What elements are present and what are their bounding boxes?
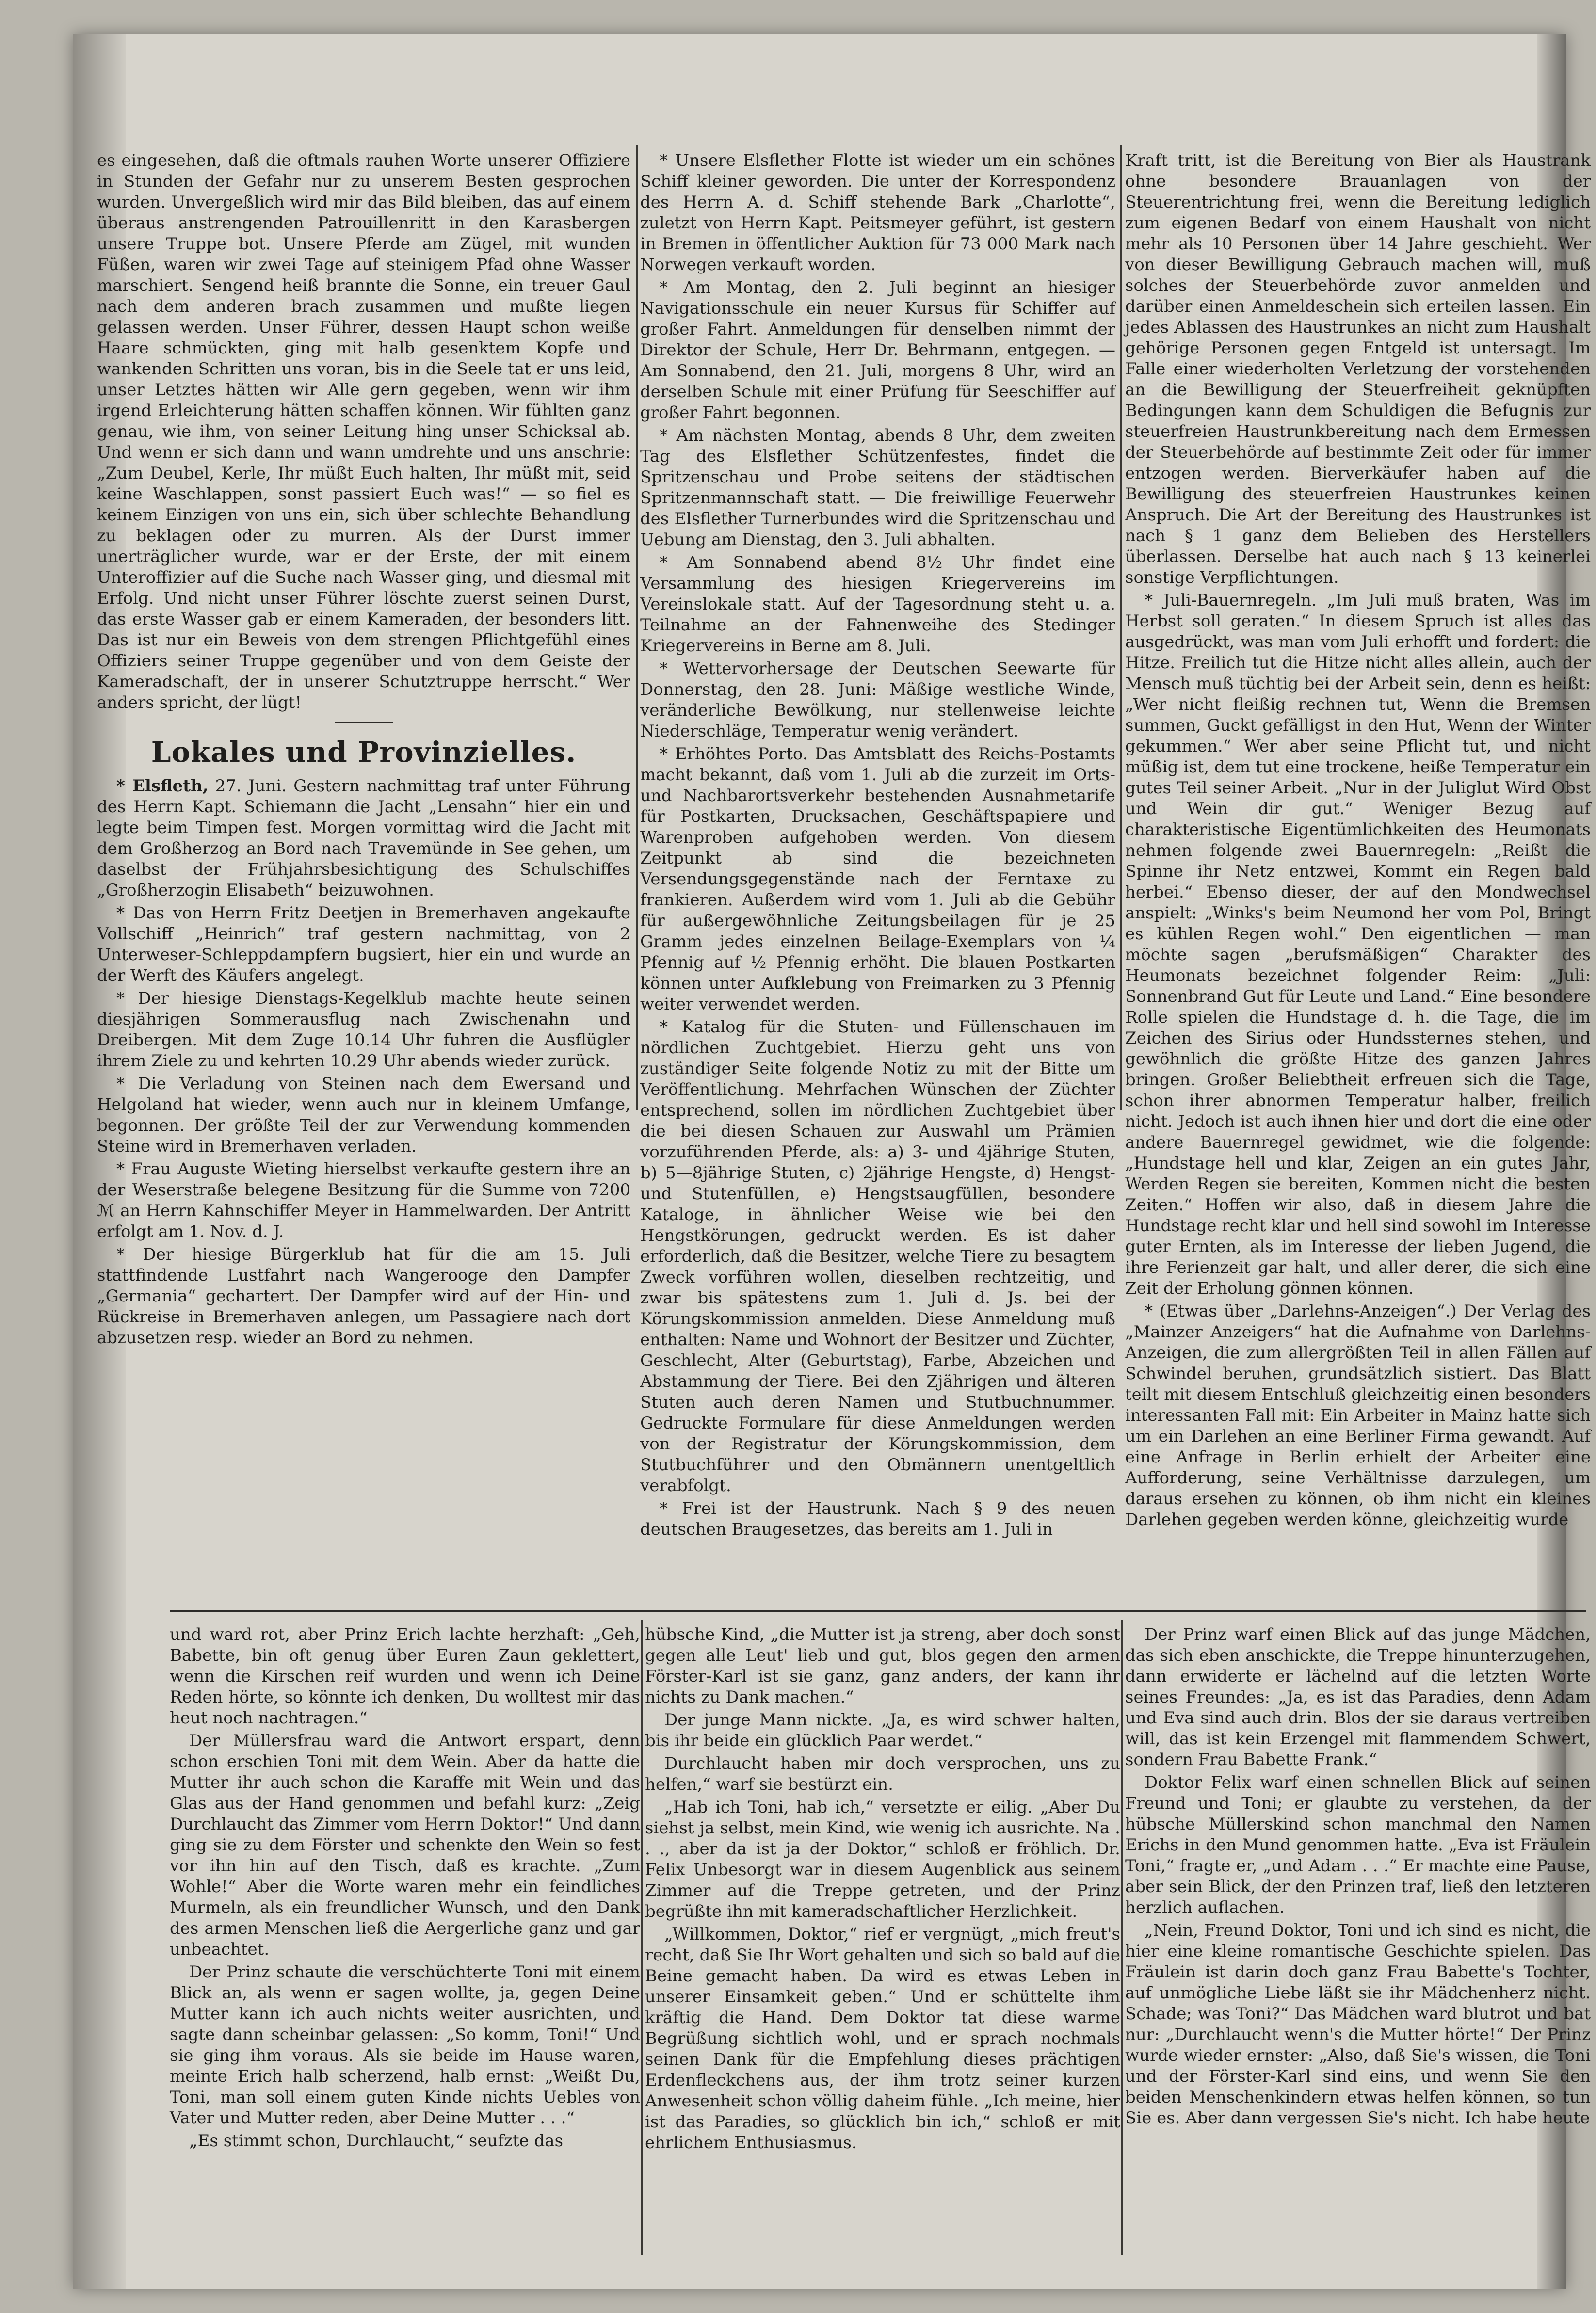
serial-paragraph: Durchlaucht haben mir doch versprochen, uns zu helfen,“ warf sie bestürzt ein.: [645, 1754, 1120, 1794]
dateline-place: * Elsfleth,: [116, 776, 209, 796]
serial-paragraph: „Es stimmt schon, Durchlaucht,“ seufzte das: [189, 2131, 564, 2151]
article-paragraph: * Frau Auguste Wieting hierselbst verkaufte gestern ihre an der Weserstraße belegene Besitzung für die Summe von 7200 ℳ an Herrn Kahnschiffer Meyer in Hammelwarden. Der Antritt erfolgt am 1. Nov. d. J.: [97, 1159, 630, 1241]
serial-paragraph: Doktor Felix warf einen schnellen Blick auf seinen Freund und Toni; er glaubte zu verstehen, da der hübsche Müllerskind schon manchmal den Namen Erichs in den Mund genommen hatte. „Eva ist Fräulein Toni,“ fragte er, „und Adam . . .“ Er machte eine Pause, aber sein Blick, der den Prinzen traf, ließ den letzteren herzlich auflachen.: [1125, 1773, 1591, 1917]
article-paragraph: * Am Sonnabend abend 8½ Uhr findet eine Versammlung des hiesigen Kriegervereins im Vereinslokale statt. Auf der Tagesordnung steht u. a. Teilnahme an der Fahnenweihe des Stedinger Kriegervereins in Berne am 8. Juli.: [640, 553, 1115, 656]
article-paragraph: * Katalog für die Stuten- und Füllenschauen im nördlichen Zuchtgebiet. Hierzu geht uns von zuständiger Seite folgende Notiz zu mit der Bitte um Veröffentlichung. Mehrfachen Wünschen der Züchter entsprechend, sollen im nördlichen Zuchtgebiet über die bei diesen Schauen zur Auswahl um Prämien vorzuführenden Pferde, als: a) 3- und 4jährige Stuten, b) 5—8jährige Stuten, c) 2jährige Hengste, d) Hengst- und Stutenfüllen, e) Hengstsaugfüllen, besondere Kataloge, in ähnlicher Weise wie bei den Hengstkörungen, gedruckt werden. Es ist daher erforderlich, daß die Besitzer, welche Tiere zu besagtem Zweck vorführen wollen, dieselben rechtzeitig, und zwar bis spätestens zum 1. Juli d. Js. bei der Körungskommission anmelden. Diese Anmeldung muß enthalten: Name und Wohnort der Besitzer und Züchter, Geschlecht, Alter (Geburtstag), Farbe, Abzeichen und Abstammung der Tiere. Bei den Zjährigen und älteren Stuten auch deren Namen und Stutbuchnummer. Gedruckte Formulare für diese Anmeldungen werden von der Registratur der Körungskommission, dem Stutbuchführer und den Obmännern unentgeltlich verabfolgt.: [640, 1017, 1115, 1495]
article-paragraph: * Juli-Bauernregeln. „Im Juli muß braten, Was im Herbst soll geraten.“ In diesem Spruch ist alles das ausgedrückt, was man vom Juli erhofft und fordert: die Hitze. Freilich tut die Hitze nicht alles allein, auch der Mensch muß tüchtig bei der Arbeit sein, denn es heißt: „Wer nicht fleißig rechnen tut, Wenn die Bremsen summen, Guckt gefälligst in den Hut, Wenn der Winter gekummen.“ Wer aber seine Pflicht tut, und nicht müßig ist, dem tut eine trockene, heiße Temperatur ein gutes Teil seiner Arbeit. „Nur in der Juliglut Wird Obst und Wein dir gut.“ Weniger Bezug auf charakteristische Eigentümlichkeiten des Heumonats nehmen folgende zwei Bauernregeln: „Reißt die Spinne ihr Netz entzwei, Kommt ein Regen bald herbei.“ Ebenso dieser, der auf den Mondwechsel anspielt: „Winks's beim Neumond her vom Pol, Bringt es kühlen Regen wohl.“ Den eigentlichen — man möchte sagen „berufsmäßigen“ Charakter des Heumonats bezeichnet folgender Reim: „Juli: Sonnenbrand Gut für Leute und Land.“ Eine besondere Rolle spielen die Hundstage d. h. die Tage, die im Zeichen des Sirius oder Hundssternes stehen, und gewöhnlich die größte Hitze des ganzen Jahres bringen. Großer Beliebtheit erfreuen sich die Tage, schon ihrer abnormen Temperatur halber, freilich nicht. Jedoch ist auch ihnen hier und dort die eine oder andere Bauernregel gewidmet, wie die folgende: „Hundstage hell und klar, Zeigen an ein gutes Jahr, Werden Regen sie bereiten, Kommen nicht die besten Zeiten.“ Hoffen wir also, daß in diesem Jahre die Hundstage recht klar und hell sind sowohl im Interesse guter Ernten, als im Interesse der lieben Jugend, die ihre Ferienzeit gar halt, und aller derer, die sich eine Zeit der Erholung gönnen können.: [1125, 591, 1591, 1298]
news-column-3: [1125, 150, 1591, 1529]
section-separator: [335, 722, 393, 723]
serial-divider-rule: [170, 1610, 1586, 1612]
serial-column-1: [170, 1624, 640, 2255]
serial-column-2: [645, 1624, 1120, 2255]
serial-paragraph: Der Prinz schaute die verschüchterte Toni mit einem Blick an, als wenn er sagen wollte, ja, gegen Deine Mutter kann ich auch nichts weiter ausrichten, und sagte dann scheinbar gelassen: „So komm, Toni!“ Und sie ging ihm voraus. Als sie beide im Hause waren, meinte Erich halb scherzend, halb ernst: „Weißt Du, Toni, man soll einem guten Kinde nichts Uebles von Vater und Mutter reden, aber Deine Mutter . . .“: [170, 1962, 640, 2128]
serial-paragraph: hübsche Kind, „die Mutter ist ja streng, aber doch sonst gegen alle Leut' lieb und gut, blos gegen den armen Förster-Karl ist sie ganz, ganz anders, der kann ihr nichts zu Dank machen.“: [645, 1625, 1120, 1707]
news-column-2: [640, 150, 1115, 1539]
article-paragraph: * Der hiesige Dienstags-Kegelklub machte heute seinen diesjährigen Sommerausflug nach Zwischenahn und Dreibergen. Mit dem Zuge 10.14 Uhr fuhren die Ausflügler ihrem Ziele zu und kehrten 10.29 Uhr abends wieder zurück.: [97, 989, 630, 1071]
column-rule: [1121, 1620, 1123, 2255]
serial-paragraph: „Hab ich Toni, hab ich,“ versetzte er eilig. „Aber Du siehst ja selbst, mein Kind, wie wenig ich ausrichte. Na . . ., aber da ist ja der Doktor,“ schloß er fröhlich. Dr. Felix Unbesorgt war in diesem Augenblick aus seinem Zimmer auf die Treppe getreten, und der Prinz begrüßte ihn mit kameradschaftlicher Herzlichkeit.: [645, 1798, 1120, 1921]
article-paragraph: * Frei ist der Haustrunk. Nach § 9 des neuen deutschen Braugesetzes, das bereits am 1. Juli in: [640, 1499, 1115, 1539]
serial-paragraph: Der junge Mann nickte. „Ja, es wird schwer halten, bis ihr beide ein glücklich Paar werdet.“: [645, 1710, 1120, 1751]
column-rule: [641, 1620, 643, 2255]
serial-paragraph: Der Müllersfrau ward die Antwort erspart, denn schon erschien Toni mit dem Wein. Aber da hatte die Mutter ihr auch schon die Karaffe mit Wein und das Glas aus der Hand genommen und befahl kurz: „Zeig Durchlaucht das Zimmer vom Herrn Doktor!“ Und dann ging sie zu dem Förster und schenkte den Wein so fest vor ihn hin auf den Tisch, daß es krachte. „Zum Wohle!“ Aber die Worte waren mehr ein feindliches Murmeln, als ein freundlicher Wunsch, und den Dank des armen Menschen ließ die Aergerliche ganz und gar unbeachtet.: [170, 1731, 640, 1959]
article-paragraph: * Am Montag, den 2. Juli beginnt an hiesiger Navigationsschule ein neuer Kursus für Schiffer auf großer Fahrt. Anmeldungen für denselben nimmt der Direktor der Schule, Herr Dr. Behrmann, entgegen. — Am Sonnabend, den 21. Juli, morgens 8 Uhr, wird an derselben Schule mit einer Prüfung für Seeschiffer auf großer Fahrt begonnen.: [640, 278, 1115, 422]
article-paragraph: * Das von Herrn Fritz Deetjen in Bremerhaven angekaufte Vollschiff „Heinrich“ traf gestern nachmittag, von 2 Unterweser-Schleppdampfern bugsiert, hier ein und wurde an der Werft des Käufers angelegt.: [97, 903, 630, 985]
article-paragraph: Kraft tritt, ist die Bereitung von Bier als Haustrank ohne besondere Brauanlagen von der Steuerentrichtung frei, wenn die Bereitung lediglich zum eigenen Bedarf von einem Haushalt von nicht mehr als 10 Personen über 14 Jahre geschieht. Wer von dieser Bewilligung Gebrauch machen will, muß solches der Steuerbehörde zuvor anmelden und darüber einen Anmeldeschein sich erteilen lassen. Ein jedes Ablassen des Haustrunkes an nicht zum Haushalt gehörige Personen gegen Entgeld ist untersagt. Im Falle einer wiederholten Verletzung der vorstehenden an die Bewilligung der Steuerfreiheit geknüpften Bedingungen kann dem Schuldigen die Befugnis zur steuerfreien Haustrunkbereitung nach dem Ermessen der Steuerbehörde auf bestimmte Zeit oder für immer entzogen werden. Bierverkäufer haben auf die Bewilligung des steuerfreien Haustrunkes keinen Anspruch. Die Art der Bereitung des Haustrunkes ist nach § 1 ganz dem Belieben des Herstellers überlassen. Derselbe hat auch nach § 13 keinerlei sonstige Verpflichtungen.: [1125, 151, 1591, 587]
column-rule: [1120, 145, 1122, 1110]
serial-paragraph: „Nein, Freund Doktor, Toni und ich sind es nicht, die hier eine kleine romantische Geschichte spielen. Das Fräulein ist darin doch ganz Frau Babette's Tochter, auf unmögliche Liebe läßt sie ihr Mädchenherz nicht. Schade; was Toni?“ Das Mädchen ward blutrot und bat nur: „Durchlaucht wenn's die Mutter hörte!“ Der Prinz wurde wieder ernster: „Also, daß Sie's wissen, die Toni und der Förster-Karl sind eins, und wenn Sie den beiden Menschenkindern etwas helfen können, so tun Sie es. Aber dann vergessen Sie's nicht. Ich habe heute: [1125, 1921, 1591, 2128]
article-paragraph: * Am nächsten Montag, abends 8 Uhr, dem zweiten Tag des Elsflether Schützenfestes, findet die Spritzenschau und Probe seitens der städtischen Spritzenmannschaft statt. — Die freiwillige Feuerwehr des Elsflether Turnerbundes wird die Spritzenschau und Uebung am Dienstag, den 3. Juli abhalten.: [640, 426, 1115, 549]
serial-paragraph: und ward rot, aber Prinz Erich lachte herzhaft: „Geh, Babette, bin oft genug über Euren Zaun geklettert, wenn die Kirschen reif wurden und wenn ich Deine Reden hörte, so könnte ich denken, Du wolltest mir das heut noch nachtragen.“: [170, 1625, 640, 1728]
article-paragraph: [97, 776, 630, 901]
serial-column-3: [1125, 1624, 1591, 2255]
serial-paragraph: Der Prinz warf einen Blick auf das junge Mädchen, das sich eben anschickte, die Treppe hinunterzugehen, dann erwiderte er lächelnd auf die letzten Worte seines Freundes: „Ja, es ist das Paradies, denn Adam und Eva sind auch drin. Blos der sie daraus vertreiben will, das ist kein Erzengel mit flammendem Schwert, sondern Frau Babette Frank.“: [1125, 1625, 1591, 1769]
article-paragraph: * (Etwas über „Darlehns-Anzeigen“.) Der Verlag des „Mainzer Anzeigers“ hat die Aufnahme von Darlehns-Anzeigen, die zum allergrößten Teil in allen Fällen auf Schwindel beruhen, grundsätzlich sistiert. Das Blatt teilt mit diesem Entschluß gleichzeitig einen besonders interessanten Fall mit: Ein Arbeiter in Mainz hatte sich um ein Darlehen an eine Berliner Firma gewandt. Auf eine Anfrage in Berlin erhielt der Arbeiter eine Aufforderung, seine Verhältnisse darzulegen, um daraus ersehen zu können, ob ihm nicht ein kleines Darlehen gegeben werden könne, gleichzeitig wurde: [1125, 1301, 1591, 1529]
article-paragraph: * Der hiesige Bürgerklub hat für die am 15. Juli stattfindende Lustfahrt nach Wangerooge den Dampfer „Germania“ gechartert. Der Dampfer wird auf der Hin- und Rückreise in Bremerhaven anlegen, um Passagiere nach dort abzusetzen resp. wieder an Bord zu nehmen.: [97, 1245, 630, 1348]
article-paragraph: * Unsere Elsflether Flotte ist wieder um ein schönes Schiff kleiner geworden. Die unter der Korrespondenz des Herrn A. d. Schiff stehende Bark „Charlotte“, zuletzt von Herrn Kapt. Peitsmeyer geführt, ist gestern in Bremen in öffentlicher Auktion für 73 000 Mark nach Norwegen verkauft worden.: [640, 151, 1115, 274]
dateline-text: 27. Juni. Gestern nachmittag traf unter Führung des Herrn Kapt. Schiemann die Jacht „Lensahn“ hier ein und legte beim Timpen fest. Morgen vormittag wird die Jacht mit dem Großherzog an Bord nach Travemünde in See gehen, um daselbst der Frühjahrsbesichtigung des Schulschiffes „Großherzogin Elisabeth“ beizuwohnen.: [97, 776, 631, 900]
article-paragraph: * Wettervorhersage der Deutschen Seewarte für Donnerstag, den 28. Juni: Mäßige westliche Winde, veränderliche Bewölkung, nur stellenweise leichte Niederschläge, Temperatur wenig verändert.: [640, 659, 1115, 741]
section-heading: Lokales und Provinzielles.: [151, 736, 577, 769]
article-paragraph: * Die Verladung von Steinen nach dem Ewersand und Helgoland hat wieder, wenn auch nur in kleinem Umfange, begonnen. Der größte Teil der zur Verwendung kommenden Steine wird in Bremerhaven verladen.: [97, 1074, 630, 1156]
article-paragraph: es eingesehen, daß die oftmals rauhen Worte unserer Offiziere in Stunden der Gefahr nur zu unserem Besten gesprochen wurden. Unvergeßlich wird mir das Bild bleiben, das auf einem überaus anstrengenden Patrouillenritt in den Karasbergen unsere Truppe bot. Unsere Pferde am Zügel, mit wunden Füßen, waren wir zwei Tage auf steinigem Pfad ohne Wasser marschiert. Sengend heiß brannte die Sonne, ein treuer Gaul nach dem anderen brach zusammen und mußte liegen gelassen werden. Unser Führer, dessen Haupt schon weiße Haare schmückten, ging mit halb gesenktem Kopfe und wankenden Schritten uns voran, bis in die Seele tat er uns leid, unser Letztes hätten wir Alle gern gegeben, wenn wir ihm irgend Erleichterung hätten schaffen können. Wir fühlten ganz genau, wie ihm, von seiner Leitung hing unser Schicksal ab. Und wenn er sich dann und wann umdrehte und uns anschrie: „Zum Deubel, Kerle, Ihr müßt Euch halten, Ihr müßt mit, seid keine Waschlappen, sonst passiert Euch was!“ — so fiel es keinem Einzigen von uns ein, sich über schlechte Behandlung zu beklagen oder zu murren. Als der Durst immer unerträglicher wurde, war er der Erste, der mit einem Unteroffizier auf die Suche nach Wasser ging, und diesmal mit Erfolg. Und nicht unser Führer löschte zuerst seinen Durst, das erste Wasser gab er einem Kameraden, der besonders litt. Das ist nur ein Beweis von dem strengen Pflichtgefühl eines Offiziers seiner Truppe gegenüber und von dem Geiste der Kameradschaft, der in unserer Schutztruppe herrscht.“ Wer anders spricht, der lügt!: [97, 151, 630, 712]
column-rule: [636, 145, 638, 1110]
serial-paragraph: „Willkommen, Doktor,“ rief er vergnügt, „mich freut's recht, daß Sie Ihr Wort gehalten und sich so bald auf die Beine gemacht haben. Da wird es etwas Leben in unserer Einsamkeit geben.“ Und er schüttelte ihm kräftig die Hand. Dem Doktor tat diese warme Begrüßung sichtlich wohl, und er sprach nochmals seinen Dank für die Empfehlung dieses prächtigen Erdenfleckchens aus, der ihm trotz seiner kurzen Anwesenheit schon völlig daheim fühle. „Ich meine, hier ist das Paradies, so glücklich bin ich,“ schloß er mit ehrlichem Enthusiasmus.: [645, 1925, 1120, 2152]
news-column-1: [97, 150, 631, 1348]
article-paragraph: * Erhöhtes Porto. Das Amtsblatt des Reichs-Postamts macht bekannt, daß vom 1. Juli ab die zurzeit im Orts- und Nachbarortsverkehr bestehenden Ausnahmetarife für Postkarten, Drucksachen, Geschäftspapiere und Warenproben aufgehoben werden. Von diesem Zeitpunkt ab sind die bezeichneten Versendungsgegenstände nach der Ferntaxe zu frankieren. Außerdem wird vom 1. Juli ab die Gebühr für außergewöhnliche Zeitungsbeilagen für je 25 Gramm jedes einzelnen Beilage-Exemplars von ⅟₄ Pfennig auf ⅟₂ Pfennig erhöht. Die blauen Postkarten können unter Aufklebung von Freimarken zu 3 Pfennig weiter verwendet werden.: [640, 744, 1115, 1014]
